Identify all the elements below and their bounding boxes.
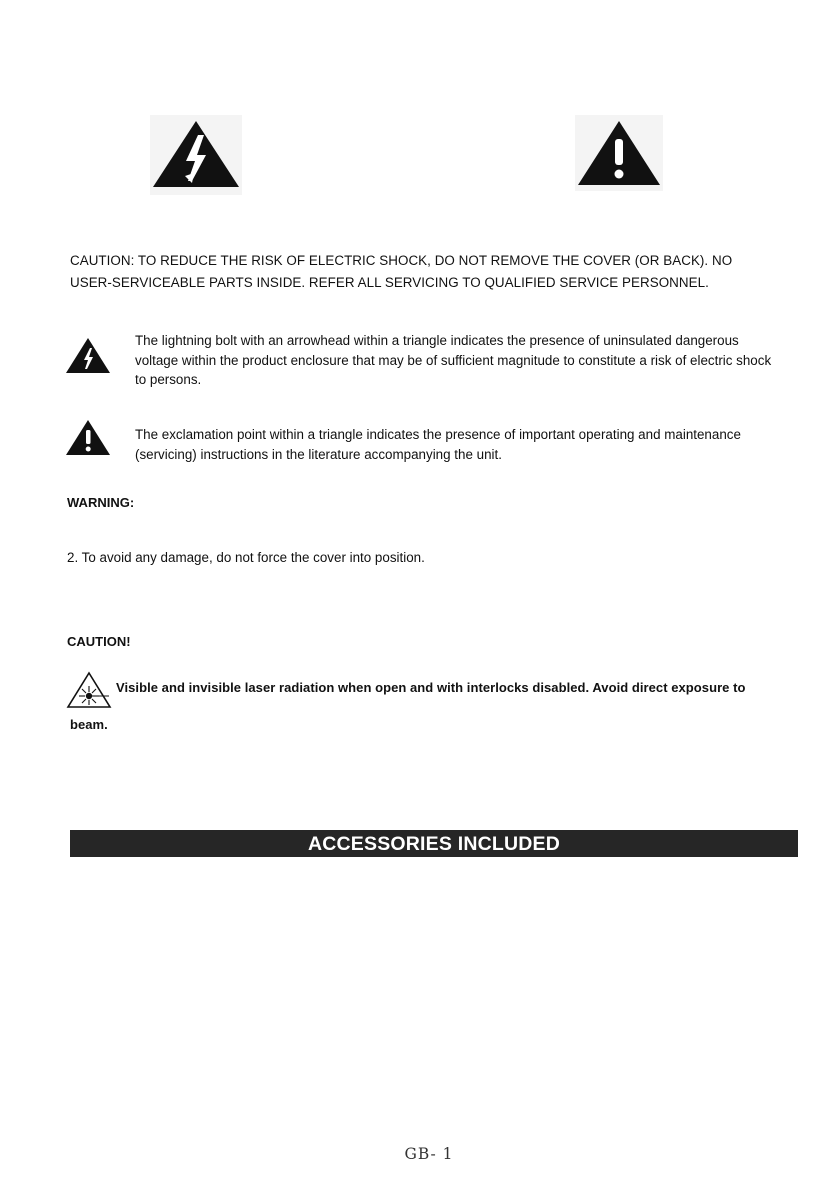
caution-line-1: CAUTION: TO REDUCE THE RISK OF ELECTRIC SHOCK, DO NOT REMOVE THE COVER (OR BACK). NO xyxy=(70,253,733,268)
caution-line-2: USER-SERVICEABLE PARTS INSIDE. REFER ALL SERVICING TO QUALIFIED SERVICE PERSONNEL. xyxy=(70,275,709,290)
laser-warning-line-2: beam. xyxy=(70,717,108,732)
caution-laser-heading: CAUTION! xyxy=(67,634,131,649)
caution-statement xyxy=(70,250,790,294)
warning-heading: WARNING: xyxy=(67,495,135,510)
page-number: GB- 1 xyxy=(404,1145,454,1163)
warning-item-2: 2. To avoid any damage, do not force the cover into position. xyxy=(67,550,425,565)
lightning-description: The lightning bolt with an arrowhead within a triangle indicates the presence of uninsulated dangerous voltage within the product enclosure that may be of sufficient magnitude to constitute a risk of electric shock to persons. xyxy=(135,333,772,387)
laser-radiation-icon xyxy=(66,671,112,714)
exclamation-warning-icon xyxy=(575,115,663,191)
accessories-title: ACCESSORIES INCLUDED xyxy=(307,833,561,855)
accessories-heading-bar xyxy=(70,830,798,857)
lightning-small-icon xyxy=(66,336,111,379)
exclamation-description: The exclamation point within a triangle indicates the presence of important operating and maintenance (servicing) instructions in the literature accompanying the unit. xyxy=(135,427,741,462)
exclamation-small-icon xyxy=(66,418,111,461)
lightning-warning-icon xyxy=(150,115,242,195)
laser-warning-line-1: Visible and invisible laser radiation when open and with interlocks disabled. Avoid direct exposure to xyxy=(116,680,746,695)
